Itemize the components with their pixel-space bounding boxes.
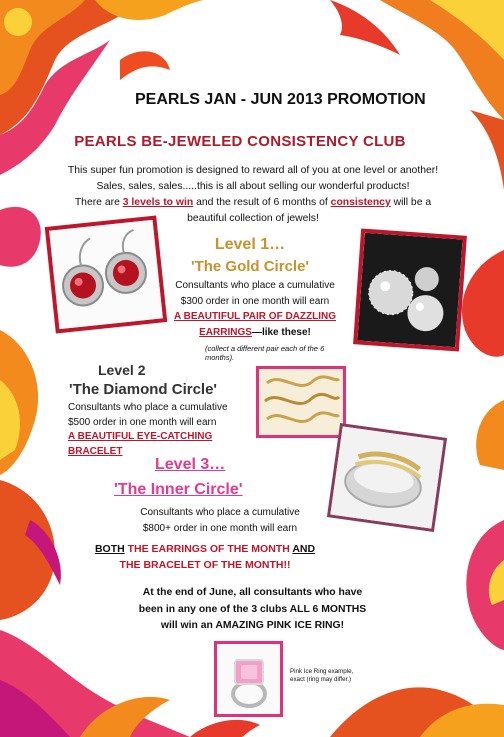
level1-heading: Level 1… bbox=[214, 236, 286, 253]
level2-details: Consultants who place a cumulative $500 order in one month will earn A BEAUTIFUL EYE-CATCHING BRACELET bbox=[68, 401, 268, 459]
level3-heading: Level 3… bbox=[155, 456, 226, 473]
level1-name: 'The Gold Circle' bbox=[191, 258, 309, 275]
page-title: PEARLS JAN - JUN 2013 PROMOTION bbox=[135, 91, 426, 108]
ruby-earrings-photo bbox=[45, 215, 168, 333]
silver-bracelet-photo bbox=[327, 423, 447, 532]
level1-prize: A BEAUTIFUL PAIR OF DAZZLING bbox=[173, 311, 337, 322]
gold-bracelet-photo bbox=[256, 366, 346, 438]
levels-link: 3 levels to win bbox=[122, 197, 194, 208]
level1-details: Consultants who place a cumulative $300 order in one month will earn A BEAUTIFUL PAIR OF DAZZLING EARRINGS—like these! bbox=[160, 278, 350, 340]
level2-name: 'The Diamond Circle' bbox=[69, 381, 217, 398]
level3-details: Consultants who place a cumulative $800+ order in one month will earn bbox=[140, 507, 300, 534]
intro-text bbox=[48, 163, 458, 227]
intro-line-1: This super fun promotion is designed to reward all of you at one level or another! bbox=[67, 165, 439, 176]
ring-caption: Pink Ice Ring example, exact (ring may differ.) bbox=[290, 668, 354, 683]
intro-line-4: beautiful collection of jewels! bbox=[187, 213, 319, 224]
level3-name: 'The Inner Circle' bbox=[114, 481, 243, 498]
level3-prize: BOTH THE EARRINGS OF THE MONTH AND THE BRACELET OF THE MONTH!! bbox=[94, 543, 316, 571]
pink-ice-ring-photo bbox=[214, 641, 283, 717]
level1-note: (collect a different pair each of the 6 months). bbox=[205, 344, 325, 362]
crystal-earrings-photo bbox=[353, 228, 467, 351]
level2-heading: Level 2 bbox=[98, 362, 146, 378]
closing-text: At the end of June, all consultants who have been in any one of the 3 clubs ALL 6 MONTHS will win an AMAZING PINK ICE RING! bbox=[138, 587, 367, 631]
intro-line-3: There are 3 levels to win and the result of 6 months of consistency will be a bbox=[74, 197, 432, 208]
level2-prize: A BEAUTIFUL EYE-CATCHING BRACELET bbox=[68, 431, 213, 457]
club-name: PEARLS BE-JEWELED CONSISTENCY CLUB bbox=[74, 133, 406, 150]
intro-line-2: Sales, sales, sales.....this is all about selling our wonderful products! bbox=[96, 181, 410, 192]
consistency-link: consistency bbox=[330, 197, 391, 208]
